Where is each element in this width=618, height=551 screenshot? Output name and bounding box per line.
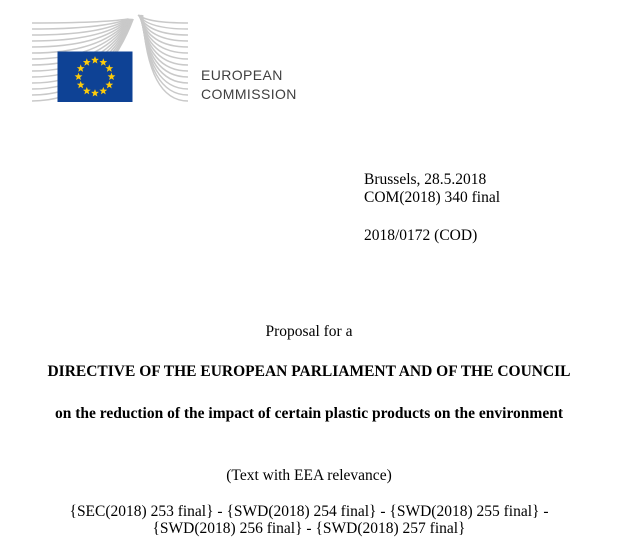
wordmark-line-1: EUROPEAN [201, 67, 283, 83]
eea-relevance-note: (Text with EEA relevance) [226, 467, 392, 484]
procedure-number: 2018/0172 (COD) [364, 227, 478, 244]
com-document-number: COM(2018) 340 final [364, 189, 501, 206]
european-commission-logo [32, 13, 190, 105]
logo-right-lines [138, 15, 188, 101]
proposal-kicker: Proposal for a [265, 323, 353, 340]
wordmark-line-2: COMMISSION [201, 85, 297, 102]
place-date: Brussels, 28.5.2018 [364, 171, 487, 188]
logo-graphic [32, 13, 190, 105]
related-documents-line-2: {SWD(2018) 256 final} - {SWD(2018) 257 final} [152, 520, 466, 537]
eu-flag-icon [58, 52, 133, 103]
commission-wordmark [201, 66, 297, 103]
directive-subject: on the reduction of the impact of certain plastic products on the environment [54, 405, 564, 422]
directive-title: DIRECTIVE OF THE EUROPEAN PARLIAMENT AND OF THE COUNCIL [47, 363, 571, 380]
related-documents-line-1: {SEC(2018) 253 final} - {SWD(2018) 254 final} - {SWD(2018) 255 final} - [69, 503, 549, 520]
